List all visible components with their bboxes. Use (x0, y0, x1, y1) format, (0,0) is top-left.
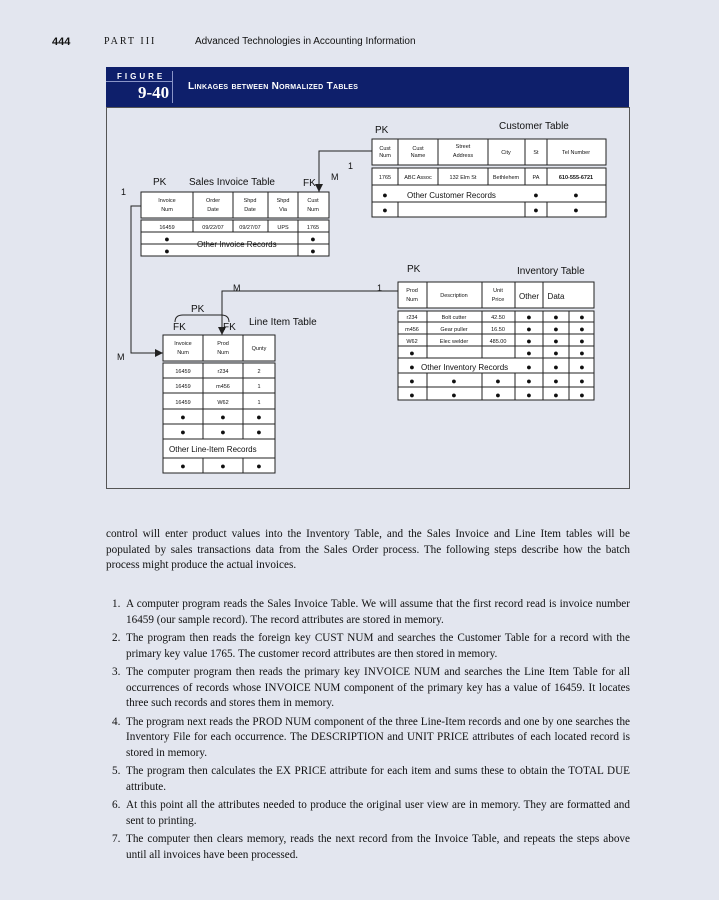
line-card-many: M (233, 283, 241, 293)
book-title: Advanced Technologies in Accounting Information (195, 36, 416, 47)
svg-text:Shpd: Shpd (276, 198, 290, 204)
svg-text:Num: Num (406, 297, 418, 303)
svg-text:Prod: Prod (406, 288, 418, 294)
svg-text:Date: Date (207, 207, 219, 213)
svg-text:●: ● (409, 376, 415, 386)
svg-text:●: ● (495, 376, 501, 386)
svg-text:Num: Num (217, 350, 229, 356)
figure-number: 9-40 (138, 83, 170, 102)
svg-text:●: ● (553, 376, 559, 386)
svg-text:●: ● (164, 246, 170, 256)
figure-label: FIGURE (117, 72, 166, 81)
invoice-card-many: M (331, 172, 339, 182)
svg-text:●: ● (579, 324, 585, 334)
customer-cell-name: ABC Assoc (404, 175, 432, 181)
svg-text:Num: Num (379, 153, 391, 159)
svg-text:Name: Name (410, 153, 426, 159)
step-text: The computer then clears memory, reads the next record from the Invoice Table, and repeats the steps above until all invoices have been processed. (126, 833, 630, 861)
step-text: The program then calculates the EX PRICE attribute for each item and sums these to obtain the TOTAL DUE attribute. (126, 765, 630, 793)
inventory-cell-r1-1: Gear puller (440, 327, 468, 333)
inventory-header-data: Data (547, 292, 565, 301)
invoice-cell-order: 09/22/07 (202, 225, 224, 231)
svg-text:Num: Num (161, 207, 173, 213)
svg-text:●: ● (180, 412, 186, 422)
svg-text:●: ● (526, 324, 532, 334)
svg-text:Prod: Prod (217, 341, 229, 347)
svg-text:●: ● (579, 336, 585, 346)
steps-list (106, 597, 630, 866)
inventory-cell-r2-0: W62 (406, 339, 418, 345)
svg-text:●: ● (526, 336, 532, 346)
figure-title-bar (106, 67, 629, 107)
customer-cell-street: 132 Elm St (449, 175, 477, 181)
customer-cell-tel: 610-555-6721 (558, 175, 594, 181)
svg-text:●: ● (579, 362, 585, 372)
list-item: 6. At this point all the attributes needed to produce the original user view are in memory. They are formatted and sent to printing. (112, 799, 630, 827)
list-item: 4. The program next reads the PROD NUM component of the three Line-Item records and one by one searches the Inventory File for each occurrence. The DESCRIPTION and UNIT PRICE attributes of each located record is stored in memory. (112, 715, 630, 759)
customer-cell-st: PA (532, 175, 540, 181)
svg-text:●: ● (310, 246, 316, 256)
step-text: The program then reads the foreign key CUST NUM and searches the Customer Table for a record with the primary key value 1765. The customer record attributes are then stored in memory. (126, 632, 630, 660)
svg-text:●: ● (533, 205, 539, 215)
svg-text:●: ● (579, 348, 585, 358)
customer-header-tel: Tel Number (561, 150, 591, 156)
list-item: 1. A computer program reads the Sales Invoice Table. We will assume that the first record read is invoice number 16459 (our sample record). The record attributes are stored in memory. (112, 598, 630, 626)
invoice-card-one: 1 (121, 187, 127, 197)
svg-text:Date: Date (244, 207, 256, 213)
line-cell-r2-1: W62 (217, 400, 229, 406)
intro-text: control will enter product values into the Inventory Table, and the Sales Invoice and Line Item tables will be populated by sales transactions data from the Sales Order process. The following steps describe how the batch process might produce the actual invoices. (106, 528, 630, 571)
svg-text:Cust: Cust (307, 198, 319, 204)
inventory-cell-r2-1: Elec welder (439, 339, 469, 345)
inventory-cell-r0-0: r234 (406, 315, 418, 321)
line-cell-r1-2: 1 (257, 384, 261, 390)
line-cell-r1-1: m456 (216, 384, 230, 390)
arrow-to-invoice (315, 184, 323, 192)
svg-text:●: ● (220, 412, 226, 422)
arrow-to-line (155, 349, 163, 357)
invoice-header-box (141, 192, 329, 218)
svg-text:●: ● (526, 376, 532, 386)
linkage-diagram (107, 108, 629, 488)
svg-text:●: ● (553, 324, 559, 334)
svg-text:●: ● (573, 190, 579, 200)
line-header-qunty: Qunty (251, 346, 267, 352)
invoice-cell-shpd: 09/27/07 (239, 225, 261, 231)
svg-text:Order: Order (205, 198, 221, 204)
inventory-cell-r2-2: 485.00 (489, 339, 507, 345)
inventory-cell-r1-0: m456 (405, 327, 419, 333)
inventory-header-desc: Description (440, 293, 468, 299)
step-text: At this point all the attributes needed to produce the original user view are in memory. They are formatted and sent to printing. (126, 799, 630, 827)
customer-header-st: St (533, 150, 539, 156)
step-text: The computer program then reads the primary key INVOICE NUM and searches the Line Item Table for all occurrences of records whose INVOICE NUM component of the primary key has a value of 16459. It locates three such records and stores them in memory. (126, 666, 630, 709)
inventory-cell-r1-2: 16.50 (491, 327, 505, 333)
list-item: 2. The program then reads the foreign key CUST NUM and searches the Customer Table for a record with the primary key value 1765. The customer record attributes are then stored in memory. (112, 632, 630, 660)
svg-text:●: ● (256, 412, 262, 422)
svg-text:Num: Num (177, 350, 189, 356)
inventory-card-one: 1 (377, 283, 383, 293)
svg-text:Invoice: Invoice (158, 198, 176, 204)
line-cell-r2-2: 1 (257, 400, 261, 406)
line-pk-brace (175, 315, 229, 322)
figure-box (106, 107, 630, 489)
line-fk2-label: FK (223, 322, 236, 333)
svg-text:●: ● (164, 234, 170, 244)
svg-text:Num: Num (307, 207, 319, 213)
svg-text:Invoice: Invoice (174, 341, 192, 347)
customer-other-records: Other Customer Records (407, 191, 496, 200)
svg-text:●: ● (451, 390, 457, 400)
invoice-table-title: Sales Invoice Table (189, 177, 275, 188)
svg-text:Unit: Unit (493, 288, 503, 294)
customer-cell-city: Bethlehem (492, 175, 520, 181)
invoice-other-records: Other Invoice Records (197, 240, 277, 249)
step-text: A computer program reads the Sales Invoice Table. We will assume that the first record read is invoice number 16459 (our sample record). The record attributes are stored in memory. (126, 598, 630, 626)
inventory-cell-r0-2: 42.50 (491, 315, 505, 321)
inventory-line-link (222, 291, 398, 335)
svg-text:●: ● (495, 390, 501, 400)
svg-text:●: ● (573, 205, 579, 215)
invoice-cell-via: UPS (277, 225, 289, 231)
svg-text:●: ● (382, 190, 388, 200)
svg-text:●: ● (310, 234, 316, 244)
invoice-cell-num: 16459 (159, 225, 175, 231)
list-item: 3. The computer program then reads the primary key INVOICE NUM and searches the Line Item Table for all occurrences of records whose INVOICE NUM component of the primary key has a value of 16459. It locates three such records and stores them in memory. (112, 666, 630, 709)
svg-text:●: ● (180, 427, 186, 437)
svg-text:●: ● (409, 362, 415, 372)
inventory-other-records: Other Inventory Records (421, 363, 509, 372)
svg-text:Cust: Cust (412, 146, 424, 152)
figure-separator (172, 71, 173, 103)
line-cell-r0-2: 2 (257, 369, 261, 375)
svg-text:●: ● (553, 348, 559, 358)
svg-text:●: ● (409, 348, 415, 358)
svg-text:●: ● (382, 205, 388, 215)
svg-text:●: ● (220, 461, 226, 471)
line-other-records: Other Line-Item Records (169, 445, 257, 454)
customer-table-title: Customer Table (499, 121, 569, 132)
list-item: 5. The program then calculates the EX PRICE attribute for each item and sums these to obtain the TOTAL DUE attribute. (112, 765, 630, 793)
customer-cell-num: 1765 (378, 175, 392, 181)
step-text: The program next reads the PROD NUM component of the three Line-Item records and one by one searches the Inventory File for each occurrence. The DESCRIPTION and UNIT PRICE attributes of each located record is stored in memory. (126, 715, 630, 759)
svg-text:●: ● (220, 427, 226, 437)
line-cell-r1-0: 16459 (175, 384, 191, 390)
svg-text:●: ● (553, 362, 559, 372)
svg-text:●: ● (579, 312, 585, 322)
customer-pk-label: PK (375, 125, 389, 136)
customer-header-city: City (501, 150, 511, 156)
svg-text:●: ● (553, 312, 559, 322)
line-cell-r2-0: 16459 (175, 400, 191, 406)
line-cell-r0-0: 16459 (175, 369, 191, 375)
invoice-cell-cust: 1765 (306, 225, 320, 231)
inventory-pk-label: PK (407, 264, 421, 275)
inventory-table-title: Inventory Table (517, 266, 585, 277)
svg-text:●: ● (526, 362, 532, 372)
svg-text:●: ● (180, 461, 186, 471)
svg-text:Via: Via (279, 207, 287, 213)
invoice-pk-label: PK (153, 177, 167, 188)
inventory-cell-r0-1: Bolt cutter (441, 315, 467, 321)
svg-text:●: ● (533, 190, 539, 200)
line-cell-r0-1: r234 (217, 369, 229, 375)
page-number: 444 (52, 36, 71, 48)
svg-text:●: ● (526, 348, 532, 358)
svg-text:●: ● (579, 390, 585, 400)
svg-text:●: ● (451, 376, 457, 386)
invoice-customer-link (319, 151, 372, 192)
svg-text:●: ● (579, 376, 585, 386)
customer-card-one: 1 (348, 161, 354, 171)
svg-text:●: ● (256, 461, 262, 471)
svg-text:Cust: Cust (379, 146, 391, 152)
svg-text:●: ● (526, 312, 532, 322)
line-fk1-label: FK (173, 322, 186, 333)
part-label: PART III (104, 36, 157, 47)
svg-text:●: ● (553, 390, 559, 400)
svg-text:●: ● (256, 427, 262, 437)
svg-text:Address: Address (452, 153, 474, 159)
inventory-header-other: Other (518, 292, 540, 301)
line-table-title: Line Item Table (249, 317, 317, 328)
invoice-fk-label: FK (303, 178, 316, 189)
svg-text:Street: Street (455, 144, 471, 150)
svg-text:Shpd: Shpd (243, 198, 257, 204)
svg-text:●: ● (409, 390, 415, 400)
line-pk-label: PK (191, 304, 205, 315)
body-paragraph (106, 527, 630, 574)
figure-divider (106, 81, 172, 82)
figure-title: Linkages between Normalized Tables (188, 81, 359, 92)
running-header (52, 36, 416, 48)
svg-text:●: ● (526, 390, 532, 400)
line-card-many-left: M (117, 352, 125, 362)
svg-text:●: ● (553, 336, 559, 346)
svg-text:Price: Price (491, 297, 505, 303)
list-item: 7. The computer then clears memory, reads the next record from the Invoice Table, and repeats the steps above until all invoices have been processed. (112, 833, 630, 861)
